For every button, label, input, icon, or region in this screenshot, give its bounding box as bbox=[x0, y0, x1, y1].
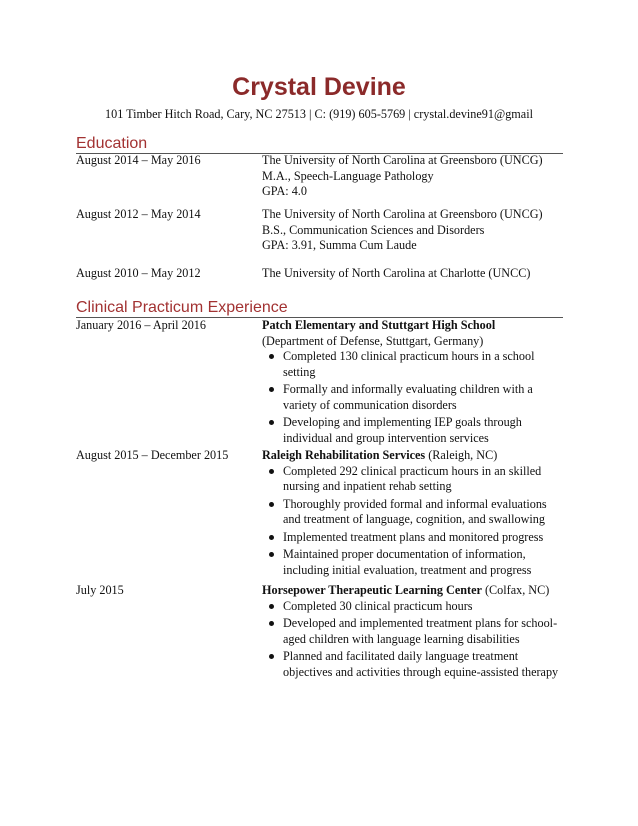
bullet-text: Completed 130 clinical practicum hours in a school setting bbox=[283, 349, 535, 379]
bullet-text: Formally and informally evaluating children with a variety of communication disorders bbox=[283, 382, 533, 412]
education-details bbox=[262, 207, 562, 254]
contact-line: 101 Timber Hitch Road, Cary, NC 27513 | C: (919) 605-5769 | crystal.devine91@gmail bbox=[105, 107, 533, 121]
bullet-icon bbox=[269, 552, 274, 557]
bullet-text: Thoroughly provided formal and informal evaluations and treatment of language, cognition, and swallowing bbox=[283, 496, 547, 526]
school-name: The University of North Carolina at Greensboro (UNCG) bbox=[262, 207, 543, 221]
gpa: GPA: 4.0 bbox=[262, 184, 307, 198]
bullet-icon bbox=[269, 469, 274, 474]
clinical-heading: Clinical Practicum Experience bbox=[76, 299, 563, 318]
clinical-entry-2 bbox=[76, 448, 563, 577]
bullet-icon bbox=[269, 654, 274, 659]
degree: B.S., Communication Sciences and Disorders bbox=[262, 222, 485, 237]
clinical-details bbox=[262, 448, 562, 580]
list-item bbox=[262, 649, 562, 680]
bullet-text: Implemented treatment plans and monitored progress bbox=[283, 529, 544, 544]
resume-name: Crystal Devine bbox=[232, 73, 406, 101]
bullet-list bbox=[262, 349, 562, 446]
bullet-icon bbox=[269, 535, 274, 540]
bullet-text: Completed 30 clinical practicum hours bbox=[283, 598, 473, 613]
bullet-icon bbox=[269, 354, 274, 359]
list-item bbox=[262, 349, 562, 380]
school-name: The University of North Carolina at Greensboro (UNCG) bbox=[262, 153, 543, 167]
organization-location: (Colfax, NC) bbox=[481, 583, 550, 597]
education-heading: Education bbox=[76, 135, 563, 154]
education-date: August 2010 – May 2012 bbox=[76, 266, 201, 280]
clinical-entry-3 bbox=[76, 583, 563, 693]
bullet-text: Developing and implementing IEP goals through individual and group intervention services bbox=[283, 415, 522, 445]
organization-subtitle: (Department of Defense, Stuttgart, Germany) bbox=[262, 333, 484, 348]
education-date: August 2012 – May 2014 bbox=[76, 207, 201, 221]
list-item bbox=[262, 599, 562, 615]
clinical-date: July 2015 bbox=[76, 583, 124, 597]
education-date: August 2014 – May 2016 bbox=[76, 153, 201, 167]
bullet-text: Maintained proper documentation of information, including initial evaluation, treatment and progress bbox=[283, 547, 532, 577]
list-item bbox=[262, 415, 562, 446]
education-entry-1 bbox=[76, 153, 563, 201]
clinical-entry-1 bbox=[76, 318, 563, 445]
list-item bbox=[262, 530, 562, 546]
gpa: GPA: 3.91, Summa Cum Laude bbox=[262, 238, 417, 252]
list-item bbox=[262, 497, 562, 528]
degree: M.A., Speech-Language Pathology bbox=[262, 168, 434, 183]
list-item bbox=[262, 547, 562, 578]
organization-line bbox=[262, 448, 562, 464]
bullet-text: Planned and facilitated daily language treatment objectives and activities through equine-assisted therapy bbox=[283, 649, 559, 679]
bullet-list bbox=[262, 464, 562, 579]
organization-name: Horsepower Therapeutic Learning Center bbox=[262, 583, 482, 597]
clinical-details bbox=[262, 583, 562, 682]
organization-line bbox=[262, 583, 562, 599]
education-entry-2 bbox=[76, 207, 563, 255]
organization-name: Patch Elementary and Stuttgart High School bbox=[262, 318, 496, 332]
clinical-details bbox=[262, 318, 562, 448]
school-name: The University of North Carolina at Charlotte (UNCC) bbox=[262, 266, 531, 280]
organization-name: Raleigh Rehabilitation Services bbox=[262, 448, 426, 462]
bullet-list bbox=[262, 599, 562, 681]
bullet-icon bbox=[269, 502, 274, 507]
education-details bbox=[262, 266, 562, 282]
list-item bbox=[262, 382, 562, 413]
education-details bbox=[262, 153, 562, 200]
bullet-icon bbox=[269, 621, 274, 626]
bullet-text: Developed and implemented treatment plans for school-aged children with language learning disabilities bbox=[283, 616, 558, 646]
bullet-icon bbox=[269, 420, 274, 425]
organization-location: (Raleigh, NC) bbox=[425, 448, 498, 462]
list-item bbox=[262, 464, 562, 495]
education-entry-3 bbox=[76, 266, 563, 284]
list-item bbox=[262, 616, 562, 647]
bullet-icon bbox=[269, 387, 274, 392]
clinical-date: August 2015 – December 2015 bbox=[76, 448, 229, 462]
bullet-icon bbox=[269, 604, 274, 609]
clinical-date: January 2016 – April 2016 bbox=[76, 318, 206, 332]
bullet-text: Completed 292 clinical practicum hours in an skilled nursing and inpatient rehab setting bbox=[283, 463, 542, 493]
